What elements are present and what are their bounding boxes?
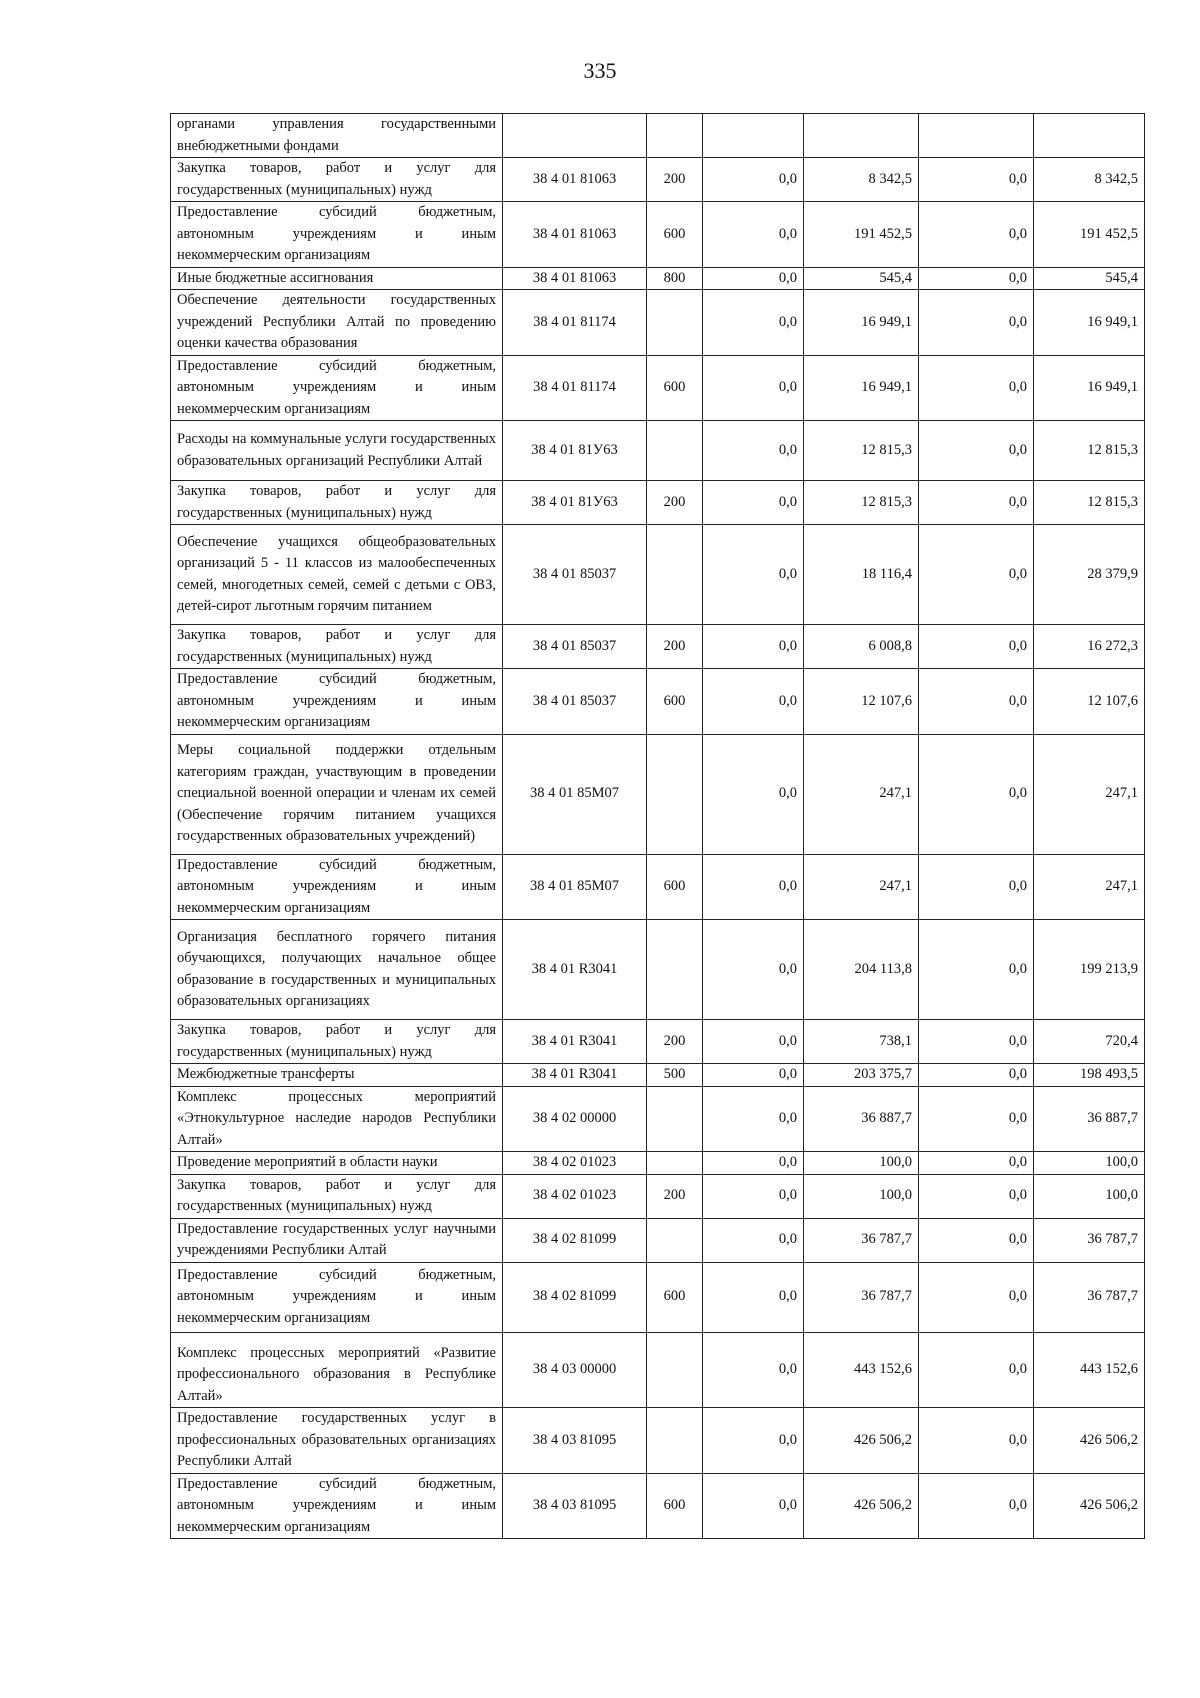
table-row [171,1152,1145,1175]
row-value-2: 16 949,1 [804,290,919,356]
row-value-4: 443 152,6 [1034,1332,1145,1408]
row-value-3: 0,0 [919,158,1034,202]
row-expense-type: 200 [647,481,703,525]
row-expense-type: 500 [647,1064,703,1087]
row-expense-type: 200 [647,1174,703,1218]
row-value-1: 0,0 [703,481,804,525]
row-value-2: 443 152,6 [804,1332,919,1408]
row-value-3: 0,0 [919,1473,1034,1539]
row-value-3: 0,0 [919,481,1034,525]
row-name: Обеспечение деятельности государственных учреждений Республики Алтай по проведению оценки качества образования [171,290,503,356]
table-row [171,481,1145,525]
row-code: 38 4 01 81У63 [503,421,647,481]
row-value-3: 0,0 [919,421,1034,481]
row-value-1: 0,0 [703,525,804,625]
row-value-4 [1034,114,1145,158]
row-name: органами управления государственными внебюджетными фондами [171,114,503,158]
row-value-3: 0,0 [919,1174,1034,1218]
table-row [171,114,1145,158]
row-value-2: 545,4 [804,267,919,290]
row-code: 38 4 01 81У63 [503,481,647,525]
row-value-1: 0,0 [703,421,804,481]
row-value-3: 0,0 [919,734,1034,854]
row-expense-type: 600 [647,1262,703,1332]
row-value-4: 191 452,5 [1034,202,1145,268]
row-name: Предоставление государственных услуг в профессиональных образовательных организациях Республики Алтай [171,1408,503,1474]
row-value-2: 426 506,2 [804,1473,919,1539]
row-code: 38 4 02 81099 [503,1218,647,1262]
budget-table [170,113,1145,1539]
row-value-4: 426 506,2 [1034,1408,1145,1474]
row-value-3: 0,0 [919,1064,1034,1087]
row-name: Закупка товаров, работ и услуг для государственных (муниципальных) нужд [171,1174,503,1218]
row-expense-type: 600 [647,202,703,268]
row-code: 38 4 02 01023 [503,1152,647,1175]
table-row [171,1408,1145,1474]
row-code: 38 4 01 85037 [503,669,647,735]
row-code: 38 4 03 81095 [503,1473,647,1539]
row-value-1: 0,0 [703,1020,804,1064]
row-expense-type [647,114,703,158]
row-code: 38 4 01 85М07 [503,854,647,920]
row-value-2: 738,1 [804,1020,919,1064]
row-value-2: 12 107,6 [804,669,919,735]
table-row [171,1174,1145,1218]
table-row [171,1262,1145,1332]
row-expense-type [647,1218,703,1262]
row-value-4: 198 493,5 [1034,1064,1145,1087]
row-value-1: 0,0 [703,625,804,669]
table-row [171,625,1145,669]
row-expense-type: 200 [647,1020,703,1064]
row-expense-type [647,1408,703,1474]
row-value-3 [919,114,1034,158]
row-value-2: 36 787,7 [804,1262,919,1332]
row-value-4: 28 379,9 [1034,525,1145,625]
row-name: Межбюджетные трансферты [171,1064,503,1087]
row-value-1: 0,0 [703,267,804,290]
row-expense-type [647,1152,703,1175]
row-value-4: 16 949,1 [1034,355,1145,421]
row-value-3: 0,0 [919,1332,1034,1408]
row-value-2: 6 008,8 [804,625,919,669]
row-name: Иные бюджетные ассигнования [171,267,503,290]
row-value-1: 0,0 [703,355,804,421]
row-value-2: 36 887,7 [804,1086,919,1152]
row-value-2: 8 342,5 [804,158,919,202]
table-row [171,421,1145,481]
table-row [171,669,1145,735]
row-value-2: 191 452,5 [804,202,919,268]
row-value-3: 0,0 [919,290,1034,356]
table-row [171,1218,1145,1262]
row-expense-type [647,1086,703,1152]
table-row [171,267,1145,290]
table-row [171,355,1145,421]
row-name: Предоставление государственных услуг научными учреждениями Республики Алтай [171,1218,503,1262]
row-name: Меры социальной поддержки отдельным категориям граждан, участвующим в проведении специальной военной операции и членам их семей (Обеспечение горячим питанием учащихся государственных образовательных учреждений) [171,734,503,854]
row-value-2: 426 506,2 [804,1408,919,1474]
row-value-1: 0,0 [703,290,804,356]
row-value-1: 0,0 [703,1408,804,1474]
row-value-1: 0,0 [703,1086,804,1152]
table-row [171,1332,1145,1408]
table-row [171,525,1145,625]
row-name: Предоставление субсидий бюджетным, автономным учреждениям и иным некоммерческим организациям [171,854,503,920]
row-value-1: 0,0 [703,669,804,735]
row-value-4: 12 815,3 [1034,421,1145,481]
row-expense-type: 600 [647,1473,703,1539]
row-name: Закупка товаров, работ и услуг для государственных (муниципальных) нужд [171,625,503,669]
table-row [171,734,1145,854]
row-value-3: 0,0 [919,1152,1034,1175]
row-value-4: 545,4 [1034,267,1145,290]
row-name: Комплекс процессных мероприятий «Развитие профессионального образования в Республике Алтай» [171,1332,503,1408]
row-code: 38 4 01 85037 [503,625,647,669]
row-name: Комплекс процессных мероприятий «Этнокультурное наследие народов Республики Алтай» [171,1086,503,1152]
row-value-3: 0,0 [919,920,1034,1020]
table-row [171,202,1145,268]
row-expense-type [647,290,703,356]
row-expense-type [647,1332,703,1408]
row-name: Организация бесплатного горячего питания обучающихся, получающих начальное общее образование в государственных и муниципальных образовательных организациях [171,920,503,1020]
row-name: Закупка товаров, работ и услуг для государственных (муниципальных) нужд [171,158,503,202]
row-expense-type: 600 [647,854,703,920]
row-name: Предоставление субсидий бюджетным, автономным учреждениям и иным некоммерческим организациям [171,669,503,735]
row-value-2: 203 375,7 [804,1064,919,1087]
row-expense-type [647,920,703,1020]
table-row [171,1086,1145,1152]
row-value-4: 100,0 [1034,1152,1145,1175]
row-value-3: 0,0 [919,202,1034,268]
row-value-2: 12 815,3 [804,421,919,481]
row-expense-type: 600 [647,355,703,421]
row-value-1 [703,114,804,158]
row-name: Предоставление субсидий бюджетным, автономным учреждениям и иным некоммерческим организациям [171,202,503,268]
row-code: 38 4 01 81063 [503,202,647,268]
row-value-3: 0,0 [919,1408,1034,1474]
row-value-4: 720,4 [1034,1020,1145,1064]
table-row [171,158,1145,202]
row-code: 38 4 02 81099 [503,1262,647,1332]
row-value-4: 16 949,1 [1034,290,1145,356]
row-code: 38 4 01 81063 [503,158,647,202]
row-code: 38 4 03 00000 [503,1332,647,1408]
row-value-1: 0,0 [703,1152,804,1175]
row-code: 38 4 01 R3041 [503,920,647,1020]
row-value-2: 12 815,3 [804,481,919,525]
row-expense-type: 200 [647,158,703,202]
row-code: 38 4 01 R3041 [503,1064,647,1087]
row-expense-type: 800 [647,267,703,290]
row-value-4: 247,1 [1034,854,1145,920]
page-number: 335 [583,58,617,83]
row-code: 38 4 02 01023 [503,1174,647,1218]
row-name: Закупка товаров, работ и услуг для государственных (муниципальных) нужд [171,481,503,525]
row-value-2 [804,114,919,158]
row-code: 38 4 01 81174 [503,290,647,356]
row-value-4: 199 213,9 [1034,920,1145,1020]
row-value-1: 0,0 [703,1473,804,1539]
row-value-1: 0,0 [703,202,804,268]
row-value-4: 12 107,6 [1034,669,1145,735]
row-name: Предоставление субсидий бюджетным, автономным учреждениям и иным некоммерческим организациям [171,355,503,421]
row-value-2: 204 113,8 [804,920,919,1020]
row-value-3: 0,0 [919,355,1034,421]
row-value-4: 36 787,7 [1034,1262,1145,1332]
row-code: 38 4 01 R3041 [503,1020,647,1064]
row-value-3: 0,0 [919,625,1034,669]
row-name: Обеспечение учащихся общеобразовательных организаций 5 - 11 классов из малообеспеченных семей, многодетных семей, семей с детьми с ОВЗ, детей-сирот льготным горячим питанием [171,525,503,625]
row-name: Предоставление субсидий бюджетным, автономным учреждениям и иным некоммерческим организациям [171,1473,503,1539]
row-value-3: 0,0 [919,267,1034,290]
row-name: Закупка товаров, работ и услуг для государственных (муниципальных) нужд [171,1020,503,1064]
row-code: 38 4 01 85М07 [503,734,647,854]
row-value-1: 0,0 [703,1218,804,1262]
row-value-3: 0,0 [919,854,1034,920]
row-value-4: 36 787,7 [1034,1218,1145,1262]
row-expense-type: 200 [647,625,703,669]
row-value-2: 16 949,1 [804,355,919,421]
table-row [171,290,1145,356]
row-value-2: 247,1 [804,854,919,920]
row-code: 38 4 01 81063 [503,267,647,290]
row-value-3: 0,0 [919,1086,1034,1152]
row-name: Проведение мероприятий в области науки [171,1152,503,1175]
row-value-4: 36 887,7 [1034,1086,1145,1152]
row-code [503,114,647,158]
row-value-4: 12 815,3 [1034,481,1145,525]
row-value-2: 100,0 [804,1152,919,1175]
row-value-1: 0,0 [703,1262,804,1332]
row-value-3: 0,0 [919,1020,1034,1064]
row-expense-type [647,734,703,854]
row-code: 38 4 02 00000 [503,1086,647,1152]
row-name: Расходы на коммунальные услуги государственных образовательных организаций Республики Алтай [171,421,503,481]
row-value-2: 100,0 [804,1174,919,1218]
row-name: Предоставление субсидий бюджетным, автономным учреждениям и иным некоммерческим организациям [171,1262,503,1332]
table-row [171,1020,1145,1064]
row-value-1: 0,0 [703,1064,804,1087]
table-row [171,1064,1145,1087]
row-code: 38 4 01 85037 [503,525,647,625]
row-code: 38 4 01 81174 [503,355,647,421]
table-row [171,854,1145,920]
row-value-4: 426 506,2 [1034,1473,1145,1539]
row-value-1: 0,0 [703,158,804,202]
row-code: 38 4 03 81095 [503,1408,647,1474]
row-value-4: 16 272,3 [1034,625,1145,669]
row-value-2: 36 787,7 [804,1218,919,1262]
row-value-3: 0,0 [919,525,1034,625]
row-value-1: 0,0 [703,920,804,1020]
row-expense-type: 600 [647,669,703,735]
row-value-2: 247,1 [804,734,919,854]
row-value-1: 0,0 [703,1174,804,1218]
row-value-4: 8 342,5 [1034,158,1145,202]
row-value-2: 18 116,4 [804,525,919,625]
row-value-3: 0,0 [919,1262,1034,1332]
row-value-3: 0,0 [919,669,1034,735]
row-value-3: 0,0 [919,1218,1034,1262]
row-value-4: 100,0 [1034,1174,1145,1218]
table-row [171,920,1145,1020]
row-value-1: 0,0 [703,1332,804,1408]
table-body [171,114,1145,1539]
row-expense-type [647,421,703,481]
row-value-1: 0,0 [703,854,804,920]
row-value-1: 0,0 [703,734,804,854]
row-expense-type [647,525,703,625]
table-row [171,1473,1145,1539]
row-value-4: 247,1 [1034,734,1145,854]
